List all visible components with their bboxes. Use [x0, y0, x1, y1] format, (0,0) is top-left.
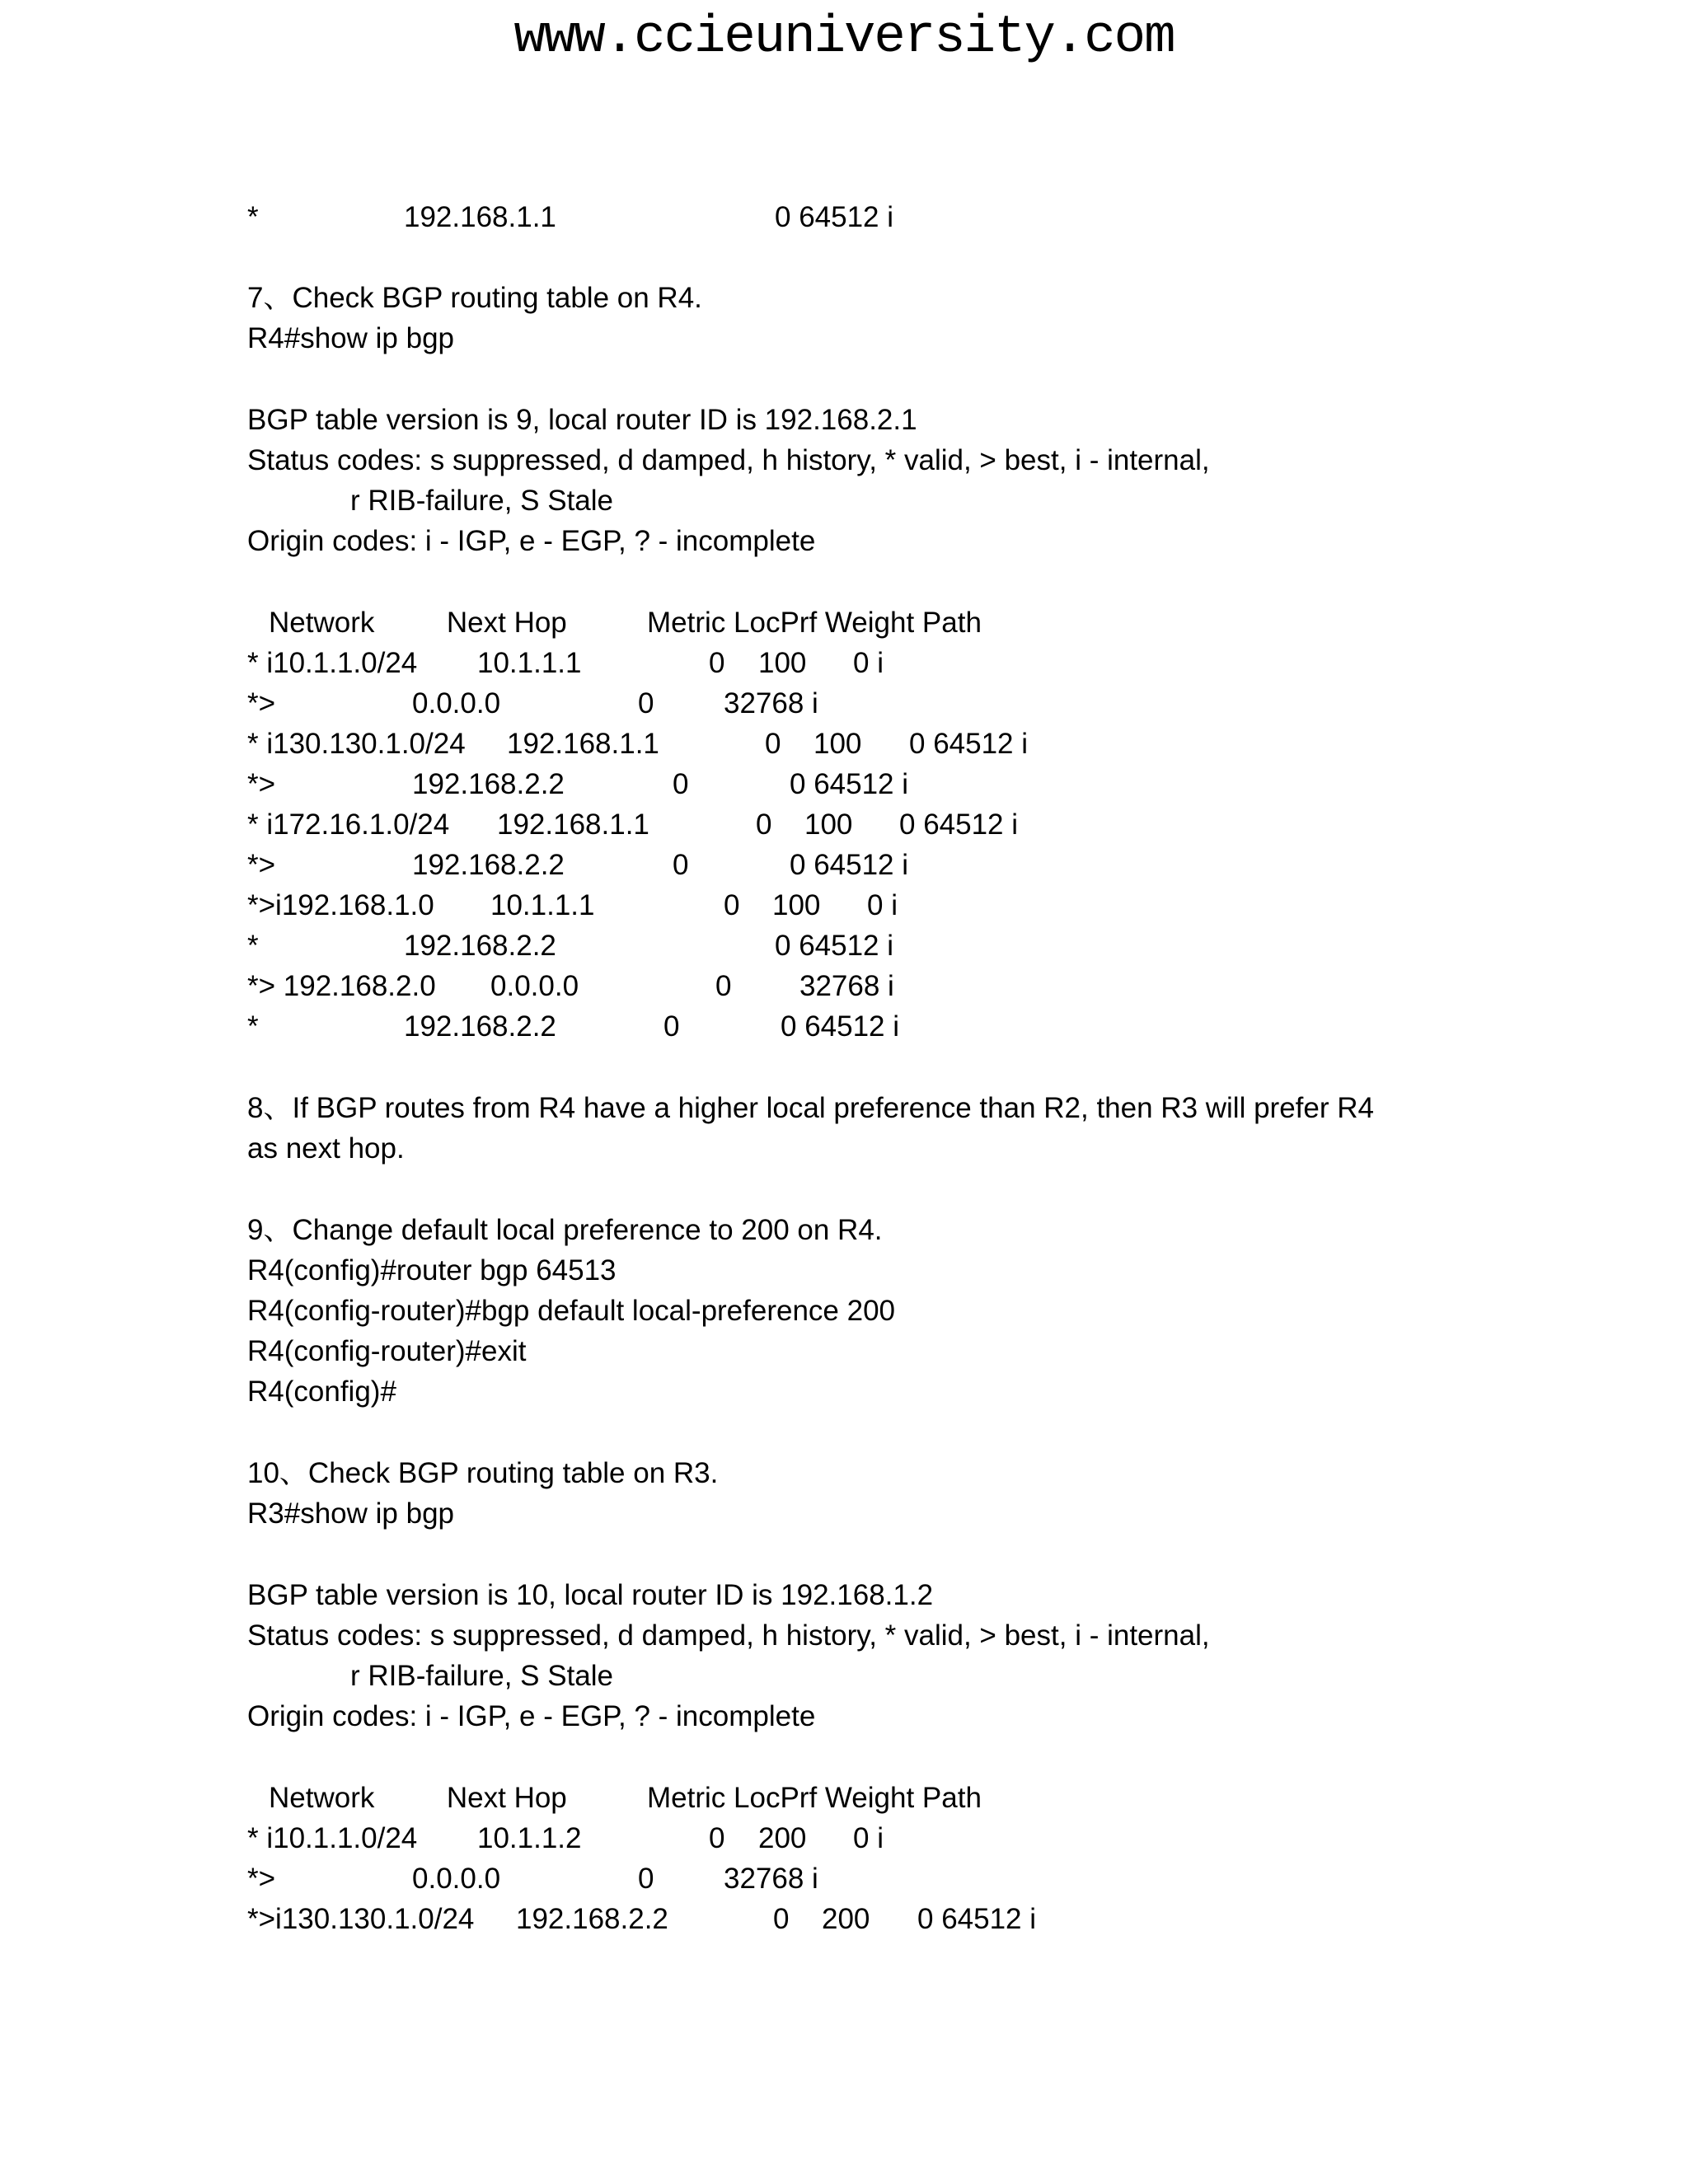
cli-command: R3#show ip bgp — [247, 1497, 454, 1530]
row-path: 0 i — [853, 647, 884, 679]
row-path: 0 i — [867, 889, 898, 921]
row-locprf: 100 — [804, 808, 853, 841]
row-network: *> — [247, 768, 276, 800]
row-path: 0 64512 i — [909, 728, 1029, 760]
site-watermark-header: www.ccieuniversity.com — [513, 8, 1175, 68]
row-next-hop: 192.168.2.2 — [412, 849, 565, 881]
row-metric: 0 — [709, 647, 725, 679]
row-path: 0 64512 i — [917, 1903, 1037, 1935]
row-metric: 0 — [715, 970, 732, 1002]
row-metric: 0 — [638, 1863, 654, 1895]
table-header: Network Next Hop Metric LocPrf Weight Path — [269, 607, 982, 639]
row-metric: 0 — [638, 687, 654, 719]
row-path: 0 64512 i — [775, 930, 894, 962]
row-next-hop: 192.168.1.1 — [404, 201, 556, 233]
row-network: * i10.1.1.0/24 — [247, 1822, 418, 1854]
row-metric: 0 — [756, 808, 772, 841]
row-next-hop: 192.168.2.2 — [516, 1903, 668, 1935]
row-next-hop: 192.168.2.2 — [404, 1010, 556, 1043]
row-network: *> — [247, 1863, 276, 1895]
row-metric: 0 — [765, 728, 781, 760]
table-row — [247, 1859, 818, 1899]
table-row — [247, 886, 898, 926]
row-metric: 0 — [773, 1903, 790, 1935]
row-path: 0 64512 i — [781, 1010, 900, 1043]
row-network: *> — [247, 849, 276, 881]
row-metric: 0 — [709, 1822, 725, 1854]
row-network: *> — [247, 687, 276, 719]
row-status: * — [247, 201, 259, 233]
status-codes-continuation: r RIB-failure, S Stale — [350, 485, 613, 517]
row-next-hop: 10.1.1.1 — [477, 647, 582, 679]
table-row — [247, 724, 1029, 764]
row-path: 0 64512 i — [899, 808, 1019, 841]
row-network: *>i130.130.1.0/24 — [247, 1903, 475, 1935]
row-next-hop: 0.0.0.0 — [490, 970, 579, 1002]
row-metric: 0 — [724, 889, 740, 921]
table-row — [247, 684, 818, 724]
row-locprf: 100 — [814, 728, 862, 760]
table-row — [247, 765, 909, 804]
row-locprf: 200 — [758, 1822, 807, 1854]
row-network: *>i192.168.1.0 — [247, 889, 434, 921]
row-network: * i130.130.1.0/24 — [247, 728, 466, 760]
row-path: 0 64512 i — [790, 768, 909, 800]
row-weight-path: 32768 i — [724, 1863, 818, 1895]
status-codes-line: Status codes: s suppressed, d damped, h history, * valid, > best, i - internal, — [247, 444, 1210, 476]
row-network: *> 192.168.2.0 — [247, 970, 436, 1002]
row-network: * — [247, 1010, 259, 1043]
table-row — [247, 846, 909, 885]
status-codes-continuation: r RIB-failure, S Stale — [350, 1660, 613, 1692]
row-network: * i172.16.1.0/24 — [247, 808, 450, 841]
row-locprf: 200 — [822, 1903, 870, 1935]
step-heading: 10、Check BGP routing table on R3. — [247, 1457, 719, 1489]
table-row — [247, 926, 894, 966]
row-next-hop: 192.168.1.1 — [507, 728, 659, 760]
row-next-hop: 10.1.1.2 — [477, 1822, 582, 1854]
row-weight-path: 32768 i — [724, 687, 818, 719]
row-next-hop: 0.0.0.0 — [412, 1863, 501, 1895]
table-row — [247, 644, 884, 683]
row-path: 0 64512 i — [790, 849, 909, 881]
cli-command: R4(config)#router bgp 64513 — [247, 1254, 617, 1286]
row-locprf: 100 — [772, 889, 821, 921]
paragraph-line: as next hop. — [247, 1132, 405, 1165]
row-next-hop: 192.168.1.1 — [497, 808, 649, 841]
row-network: * — [247, 930, 259, 962]
row-path: 0 64512 i — [775, 201, 894, 233]
row-locprf: 100 — [758, 647, 807, 679]
table-row — [247, 967, 894, 1006]
row-metric: 0 — [663, 1010, 680, 1043]
bgp-version-line: BGP table version is 9, local router ID is 192.168.2.1 — [247, 404, 917, 436]
row-next-hop: 192.168.2.2 — [412, 768, 565, 800]
row-weight-path: 32768 i — [799, 970, 894, 1002]
origin-codes-line: Origin codes: i - IGP, e - EGP, ? - incomplete — [247, 1700, 816, 1732]
origin-codes-line: Origin codes: i - IGP, e - EGP, ? - incomplete — [247, 525, 816, 557]
cli-command: R4(config-router)#exit — [247, 1335, 527, 1367]
table-row — [247, 805, 1019, 845]
status-codes-line: Status codes: s suppressed, d damped, h history, * valid, > best, i - internal, — [247, 1619, 1210, 1652]
paragraph-line: 8、If BGP routes from R4 have a higher local preference than R2, then R3 will prefer R4 — [247, 1092, 1374, 1124]
table-header: Network Next Hop Metric LocPrf Weight Path — [269, 1782, 982, 1814]
step-heading: 7、Check BGP routing table on R4. — [247, 282, 702, 314]
cli-command: R4(config-router)#bgp default local-preference 200 — [247, 1295, 896, 1327]
table-row — [247, 1900, 1037, 1939]
step-heading: 9、Change default local preference to 200 on R4. — [247, 1214, 883, 1246]
row-metric: 0 — [673, 849, 689, 881]
row-path: 0 i — [853, 1822, 884, 1854]
table-row — [247, 1007, 900, 1047]
bgp-version-line: BGP table version is 10, local router ID is 192.168.1.2 — [247, 1579, 934, 1611]
table-row — [247, 1819, 884, 1858]
table-row — [247, 198, 894, 237]
row-network: * i10.1.1.0/24 — [247, 647, 418, 679]
cli-command: R4#show ip bgp — [247, 322, 454, 354]
row-next-hop: 0.0.0.0 — [412, 687, 501, 719]
row-next-hop: 10.1.1.1 — [490, 889, 595, 921]
cli-command: R4(config)# — [247, 1376, 396, 1408]
row-next-hop: 192.168.2.2 — [404, 930, 556, 962]
row-metric: 0 — [673, 768, 689, 800]
